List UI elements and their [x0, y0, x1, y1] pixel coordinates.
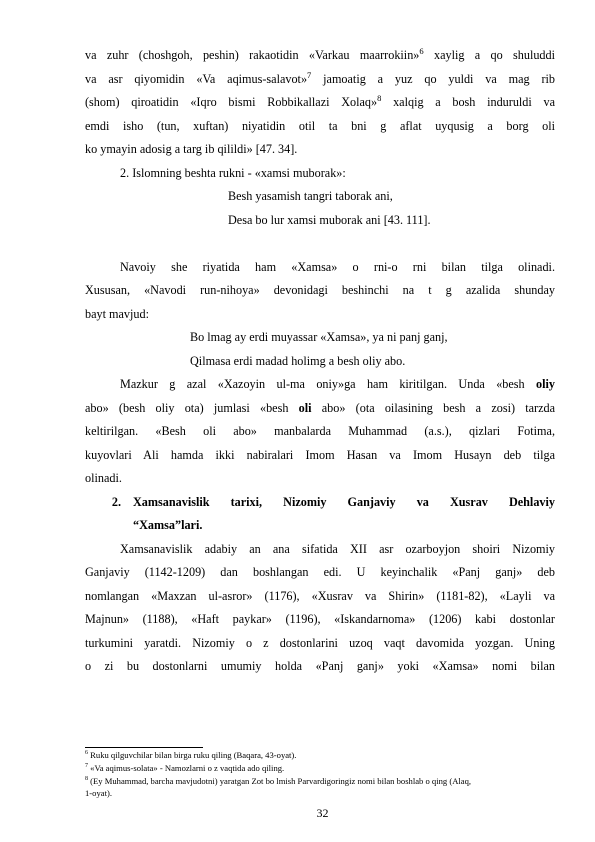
footnotes — [85, 749, 555, 800]
heading-number: 2. — [111, 494, 121, 509]
page-body — [85, 44, 555, 679]
footnote-ref: 8 — [377, 92, 382, 103]
footnote-6: $^6$ Ruku qilguvchilar bilan birga ruku qiling (Baqara, 43-oyat). — [85, 750, 297, 760]
paragraph-line: kuyovlari Ali hamda ikki nabiralari Imom Hasan va Imom Husayn deb tilga — [85, 447, 555, 462]
paragraph-line: abo» (besh oliy ota) jumlasi «besh oli abo» (ota oilasining besh a zosi) tarzda — [85, 400, 555, 415]
verse-line: Desa bo lur xamsi muborak ani [43. 111]. — [228, 212, 431, 227]
paragraph-line: Mazkur g azal «Xazoyin ul-ma oniy»ga ham kiritilgan. Unda «besh oliy — [120, 377, 555, 391]
footnote-ref: 6 — [419, 45, 424, 56]
heading-line: Xamsanavislik tarixi, Nizomiy Ganjaviy va Xusrav Dehlaviy — [133, 494, 555, 509]
list-item-2: 2. Islomning beshta rukni - «xamsi muborak»: — [120, 165, 346, 180]
paragraph-line: (shom) qiroatidin «Iqro bismi Robbikallazi Xolaq»$^8$ xalqig a bosh induruldi va — [85, 92, 555, 109]
verse-line: Bo lmag ay erdi muyassar «Xamsa», ya ni panj ganj, — [190, 330, 448, 344]
paragraph-line: olinadi. — [85, 471, 122, 485]
section-heading — [85, 491, 555, 538]
paragraph-line: turkumini yaratdi. Nizomiy o z dostonlarini uzoq vaqt davomida yozgan. Uning — [85, 635, 555, 650]
footnote-8: $^8$ (Ey Muhammad, barcha mavjudotni) yaratgan Zot bo lmish Parvardigoringiz nomi bilan boshlab o qing (Alaq, — [85, 775, 472, 786]
paragraph-line: Navoiy she riyatida ham «Xamsa» o rni-o rni bilan tilga olinadi. — [120, 259, 555, 274]
paragraph-line: o zi bu dostonlarni umumiy holda «Panj ganj» yoki «Xamsa» nomi bilan — [85, 659, 555, 673]
verse-line: Qilmasa erdi madad holimg a besh oliy abo. — [190, 353, 406, 368]
bold-word: oli — [298, 400, 312, 415]
spacer — [85, 232, 555, 256]
footnote-8-cont: 1-oyat). — [85, 788, 112, 799]
paragraph-line: Xususan, «Navodi run-nihoya» devonidagi beshinchi na t g azalida shunday — [85, 283, 555, 297]
footnote-ref: 7 — [307, 69, 312, 80]
verse-line: Besh yasamish tangri taborak ani, — [228, 189, 393, 203]
paragraph-line: va zuhr (choshgoh, peshin) rakaotidin «Varkau maarrokiin»$^6$ xaylig a qo shuluddi — [85, 45, 555, 62]
paragraph-line: nomlangan «Maxzan ul-asror» (1176), «Xusrav va Shirin» (1181-82), «Layli va — [85, 588, 555, 603]
paragraph-line: ko ymayin adosig a targ ib qilildi» [47. 34]. — [85, 142, 298, 156]
paragraph-line: Xamsanavislik adabiy an ana sifatida XII asr ozarboyjon shoiri Nizomiy — [120, 541, 555, 556]
paragraph-line: va asr qiyomidin «Va aqimus-salavot»$^7$ jamoatig a yuz qo yuldi va mag rib — [85, 69, 555, 86]
footnote-7: $^7$ «Va aqimus-solata» - Namozlarni o z vaqtida ado qiling. — [85, 762, 285, 773]
paragraph-line: keltirilgan. «Besh oli abo» manbalarda Muhammad (a.s.), qizlari Fotima, — [85, 424, 555, 438]
paragraph-line: Ganjaviy (1142-1209) dan boshlangan edi. U keyinchalik «Panj ganj» deb — [85, 565, 555, 579]
bold-word: oliy — [536, 377, 555, 391]
page-number: 32 — [316, 806, 329, 820]
heading-line: “Xamsa”lari. — [133, 518, 203, 532]
paragraph-line: bayt mavjud: — [85, 306, 149, 321]
footnote-divider — [85, 747, 203, 748]
paragraph-line: emdi isho (tun, xuftan) niyatidin otil ta bni g aflat uyqusig a borg oli — [85, 118, 555, 133]
paragraph-line: Majnun» (1188), «Haft paykar» (1196), «Iskandarnoma» (1206) kabi dostonlar — [85, 612, 555, 626]
